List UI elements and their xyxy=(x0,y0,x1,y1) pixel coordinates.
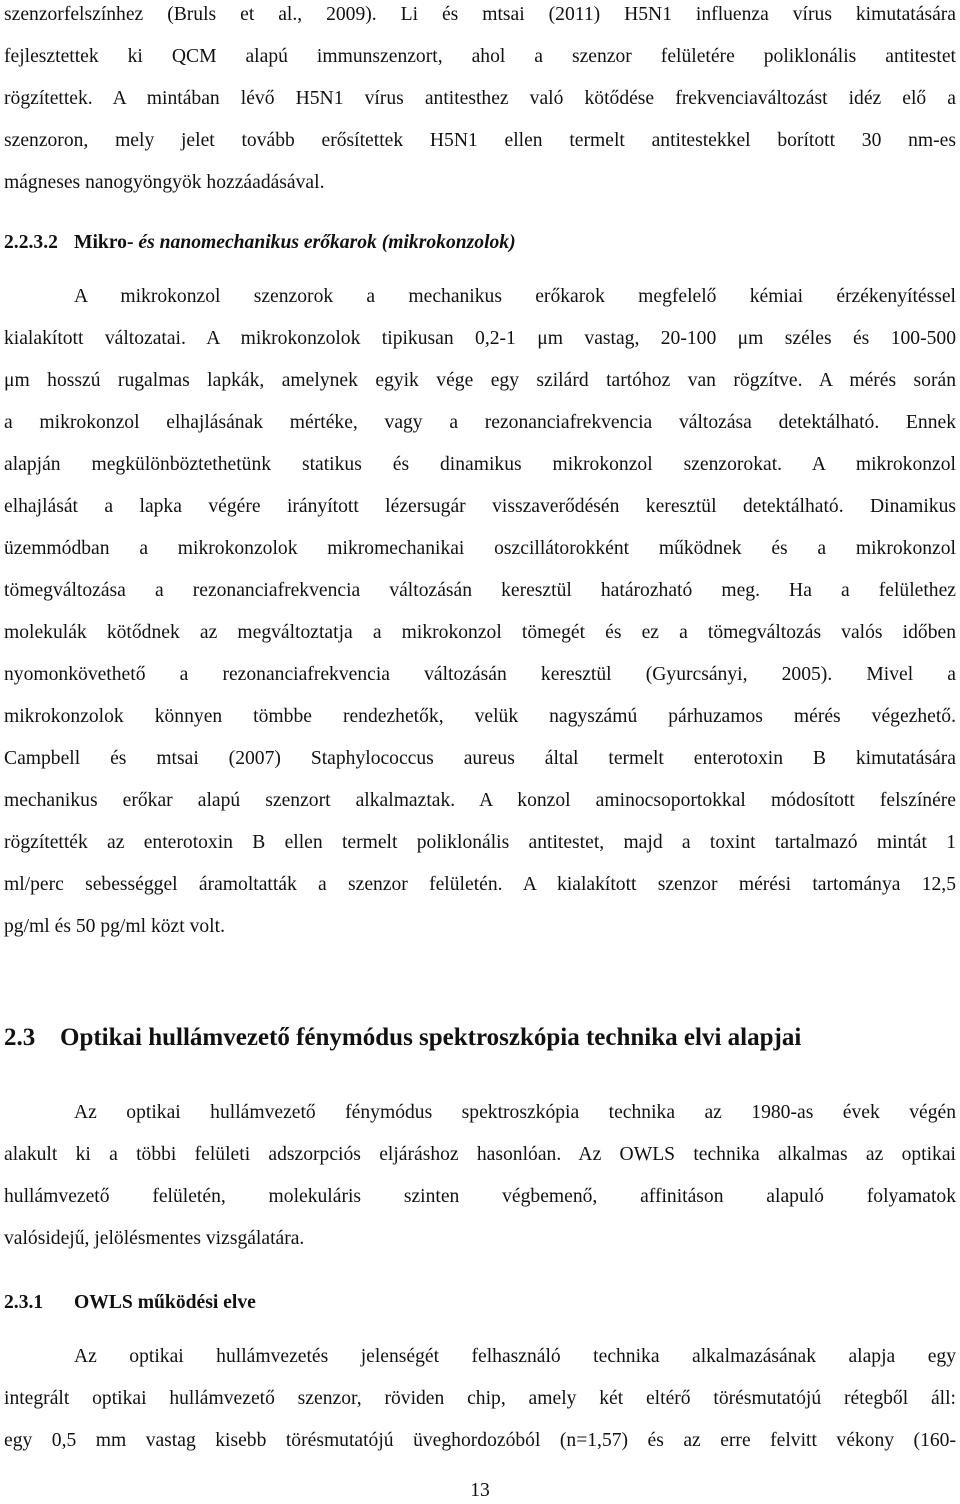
section-number: 2.2.3.2 xyxy=(4,232,58,253)
paragraph-line: valósidejű, jelölésmentes vizsgálatára. xyxy=(4,1228,305,1249)
paragraph-line: rögzítettek. A mintában lévő H5N1 vírus antitesthez való kötődése frekvenciaváltozást idéz elő a xyxy=(4,88,956,109)
section-title: OWLS működési elve xyxy=(74,1292,256,1313)
section-title: Optikai hullámvezető fénymódus spektroszkópia technika elvi alapjai xyxy=(60,1024,802,1051)
paragraph-line: mikrokonzolok könnyen tömbbe rendezhetők, velük nagyszámú párhuzamos mérés végezhető. xyxy=(4,706,956,727)
paragraph-line: μm hosszú rugalmas lapkák, amelynek egyik vége egy szilárd tartóhoz van rögzítve. A mérés során xyxy=(4,370,956,391)
section-title-part-1: Mikro- xyxy=(74,232,134,253)
paragraph-line: rögzítették az enterotoxin B ellen termelt poliklonális antitestet, majd a toxint tartalmazó mintát 1 xyxy=(4,832,956,853)
paragraph-line: mágneses nanogyöngyök hozzáadásával. xyxy=(4,172,325,193)
paragraph-line: a mikrokonzol elhajlásának mértéke, vagy a rezonanciafrekvencia változása detektálható. Ennek xyxy=(4,412,956,433)
paragraph-line: fejlesztettek ki QCM alapú immunszenzort, ahol a szenzor felületére poliklonális antitestet xyxy=(4,46,956,67)
paragraph-line: ml/perc sebességgel áramoltatták a szenzor felületén. A kialakított szenzor mérési tartománya 12,5 xyxy=(4,874,956,895)
paragraph-line: Campbell és mtsai (2007) Staphylococcus aureus által termelt enterotoxin B kimutatására xyxy=(4,748,956,769)
paragraph-line: Az optikai hullámvezető fénymódus spektroszkópia technika az 1980-as évek végén xyxy=(74,1102,956,1123)
paragraph-line: hullámvezető felületén, molekuláris szinten végbemenő, affinitáson alapuló folyamatok xyxy=(4,1186,956,1207)
section-number: 2.3.1 xyxy=(4,1292,44,1313)
paragraph-line: molekulák kötődnek az megváltoztatja a mikrokonzol tömegét és ez a tömegváltozás valós időben xyxy=(4,622,956,643)
paragraph-line: mechanikus erőkar alapú szenzort alkalmaztak. A konzol aminocsoportokkal módosított felszínére xyxy=(4,790,956,811)
section-title-part-2: és nanomechanikus erőkarok (mikrokonzolok) xyxy=(133,232,516,253)
paragraph-line: kialakított változatai. A mikrokonzolok tipikusan 0,2-1 μm vastag, 20-100 μm széles és 100-500 xyxy=(4,328,956,349)
paragraph-line: alakult ki a többi felületi adszorpciós eljáráshoz hasonlóan. Az OWLS technika alkalmas az optikai xyxy=(4,1144,956,1165)
paragraph-line: szenzoron, mely jelet tovább erősítettek H5N1 ellen termelt antitestekkel borított 30 nm-es xyxy=(4,130,956,151)
paragraph-line: elhajlását a lapka végére irányított lézersugár visszaverődésén keresztül detektálható. Dinamikus xyxy=(4,496,956,517)
section-heading-2-3 xyxy=(4,1022,801,1054)
paragraph-line: üzemmódban a mikrokonzolok mikromechanikai oszcillátorokként működnek és a mikrokonzol xyxy=(4,538,956,559)
paragraph-line: tömegváltozása a rezonanciafrekvencia változásán keresztül határozható meg. Ha a felülethez xyxy=(4,580,956,601)
paragraph-line: alapján megkülönböztethetünk statikus és dinamikus mikrokonzol szenzorokat. A mikrokonzol xyxy=(4,454,956,475)
paragraph-line: egy 0,5 mm vastag kisebb törésmutatójú üveghordozóból (n=1,57) és az erre felvitt vékony (160- xyxy=(4,1430,956,1451)
section-heading-2-3-1 xyxy=(4,1290,256,1316)
page-number: 13 xyxy=(470,1480,490,1501)
section-number: 2.3 xyxy=(4,1024,36,1051)
section-heading-2-2-3-2 xyxy=(4,230,516,256)
paragraph-line: nyomonkövethető a rezonanciafrekvencia változásán keresztül (Gyurcsányi, 2005). Mivel a xyxy=(4,664,956,685)
paragraph-line: pg/ml és 50 pg/ml közt volt. xyxy=(4,916,225,937)
paragraph-line: integrált optikai hullámvezető szenzor, röviden chip, amely két eltérő törésmutatójú rétegből áll: xyxy=(4,1388,956,1409)
paragraph-line: szenzorfelszínhez (Bruls et al., 2009). Li és mtsai (2011) H5N1 influenza vírus kimutatására xyxy=(4,4,956,25)
paragraph-line: A mikrokonzol szenzorok a mechanikus erőkarok megfelelő kémiai érzékenyítéssel xyxy=(74,286,956,307)
paragraph-line: Az optikai hullámvezetés jelenségét felhasználó technika alkalmazásának alapja egy xyxy=(74,1346,956,1367)
